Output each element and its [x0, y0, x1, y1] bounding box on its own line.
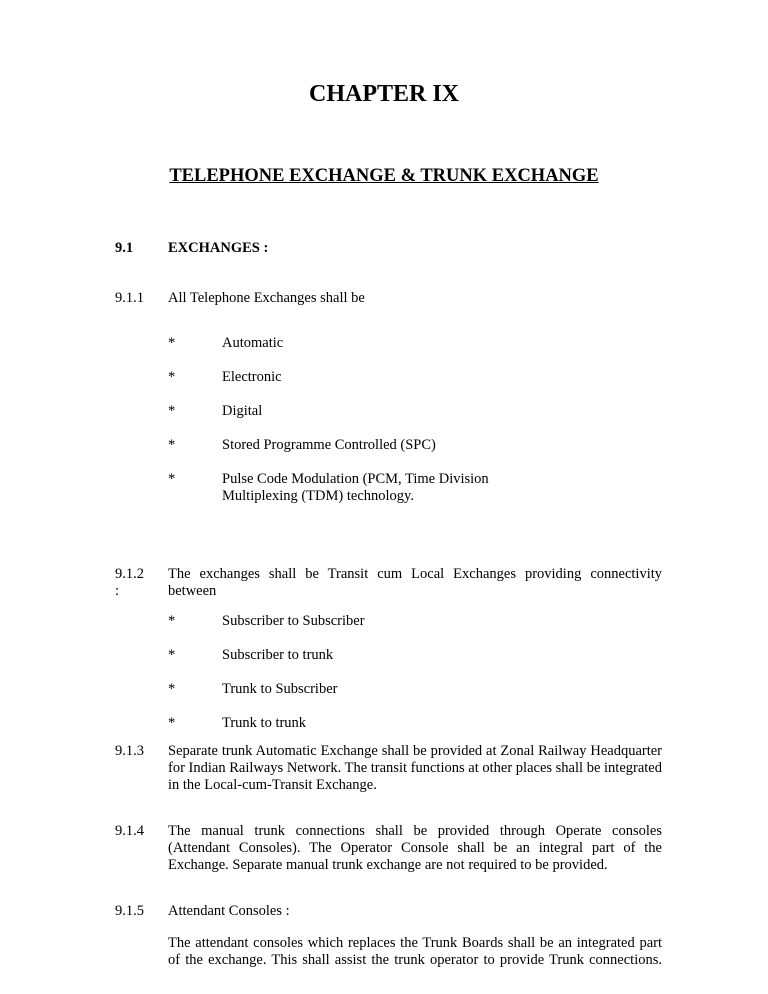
- list-item: Trunk to trunk: [222, 715, 307, 731]
- list-item: Trunk to Subscriber: [222, 681, 338, 697]
- list-item: Digital: [222, 403, 263, 419]
- section-heading-exchanges: EXCHANGES :: [168, 240, 269, 256]
- bullet-marker: *: [168, 681, 176, 697]
- section-9-1-5-heading: Attendant Consoles :: [168, 903, 290, 919]
- section-9-1-4-text: The manual trunk connections shall be provided through Operate consoles (Attendant Consoles). The Operator Console shall be an integral part of the Exchange. Separate manual trunk exchange are not required to be provided.: [168, 823, 662, 873]
- bullet-marker: *: [168, 369, 176, 385]
- section-number-9-1-3: 9.1.3: [115, 743, 144, 759]
- section-number-9-1-1: 9.1.1: [115, 290, 144, 306]
- bullet-marker: *: [168, 613, 176, 629]
- list-item: Pulse Code Modulation (PCM, Time Division Multiplexing (TDM) technology.: [222, 471, 489, 504]
- list-item: Stored Programme Controlled (SPC): [222, 437, 436, 453]
- list-item: Subscriber to Subscriber: [222, 613, 365, 629]
- list-item: Electronic: [222, 369, 282, 385]
- bullet-marker: *: [168, 715, 176, 731]
- section-9-1-3-text: Separate trunk Automatic Exchange shall be provided at Zonal Railway Headquarter for Indian Railways Network. The transit functions at other places shall be integrated in the Local-cum-Transit Exchange.: [168, 743, 662, 793]
- section-number-9-1-4: 9.1.4: [115, 823, 144, 839]
- chapter-title: CHAPTER IX: [308, 81, 459, 107]
- section-number-9-1: 9.1: [115, 240, 134, 256]
- bullet-marker: *: [168, 335, 176, 351]
- bullet-marker: *: [168, 471, 176, 487]
- section-number-9-1-2-colon: :: [115, 583, 120, 599]
- bullet-marker: *: [168, 647, 176, 663]
- section-number-9-1-5: 9.1.5: [115, 903, 144, 919]
- section-number-9-1-2: 9.1.2: [115, 566, 144, 582]
- bullet-marker: *: [168, 403, 176, 419]
- list-item: Automatic: [222, 335, 284, 351]
- bullet-marker: *: [168, 437, 176, 453]
- chapter-subtitle: TELEPHONE EXCHANGE & TRUNK EXCHANGE: [169, 166, 599, 186]
- section-9-1-5-text: The attendant consoles which replaces the Trunk Boards shall be an integrated part of the exchange. This shall assist the trunk operator to provide Trunk connections.: [168, 935, 662, 968]
- list-item: Subscriber to trunk: [222, 647, 334, 663]
- section-9-1-2-intro: The exchanges shall be Transit cum Local Exchanges providing connectivity between: [168, 566, 662, 599]
- section-9-1-1-intro: All Telephone Exchanges shall be: [168, 290, 365, 306]
